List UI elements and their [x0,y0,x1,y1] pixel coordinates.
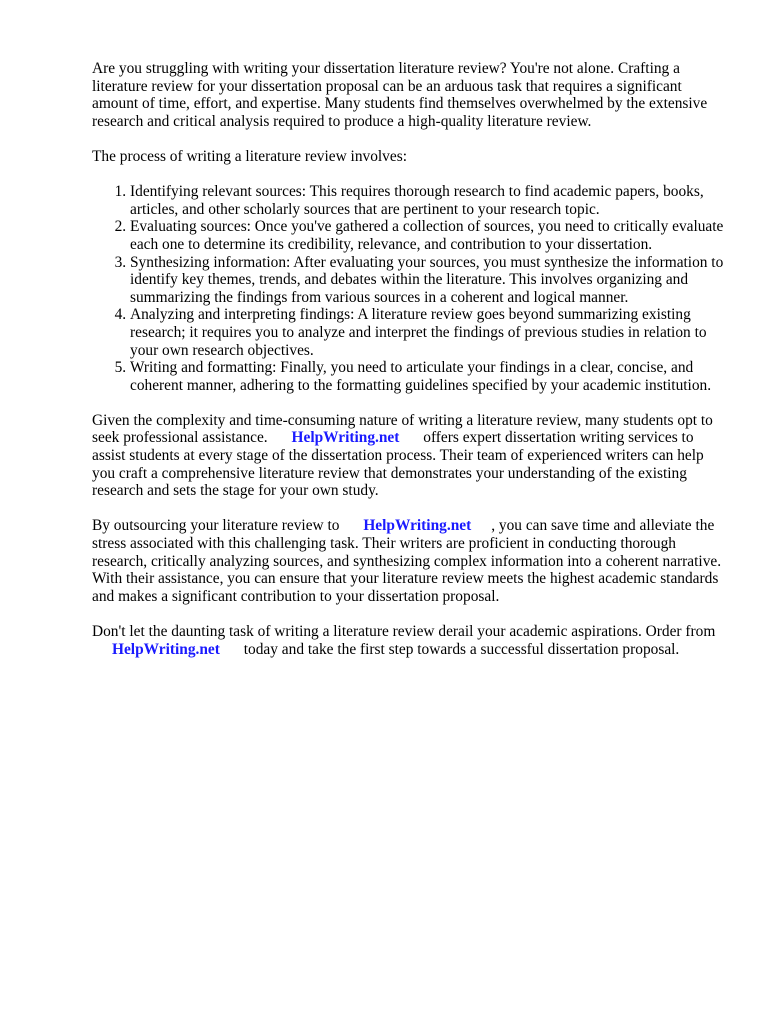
helpwriting-link[interactable]: HelpWriting.net [291,429,400,447]
list-item: 2. Evaluating sources: Once you've gathered a collection of sources, you need to critically evaluate each one to determine its credibility, relevance, and contribution to your dissertation. [130,218,728,253]
closing-paragraph [92,623,728,658]
list-item: 4. Analyzing and interpreting findings: A literature review goes beyond summarizing existing research; it requires you to analyze and interpret the findings of previous studies in relation to your own research objectives. [130,306,728,359]
document-body [92,60,728,676]
helpwriting-link[interactable]: HelpWriting.net [363,517,472,535]
list-item: 1. Identifying relevant sources: This requires thorough research to find academic papers, books, articles, and other scholarly sources that are pertinent to your research topic. [130,183,728,218]
outsourcing-text-start: By outsourcing your literature review to [92,517,340,535]
list-item: 3. Synthesizing information: After evaluating your sources, you must synthesize the information to identify key themes, trends, and debates within the literature. This involves organizing and summarizing the findings from various sources in a coherent and logical manner. [130,254,728,307]
assistance-text-end: offers expert dissertation writing services to assist students at every stage of the dissertation process. Their team of experienced writers can help you craft a comprehensive literature review that demonstrates your understanding of the existing research and sets the stage for your own study. [92,429,704,500]
process-list [92,183,728,394]
process-heading: The process of writing a literature review involves: [92,147,407,165]
assistance-text-start: Given the complexity and time-consuming nature of writing a literature review, many students opt to seek professional assistance. [92,411,713,447]
outsourcing-paragraph [92,517,728,605]
outsourcing-text-end: , you can save time and alleviate the stress associated with this challenging task. Their writers are proficient in conducting thorough research, critically analyzing sources, and synthesizing complex information into a coherent narrative. With their assistance, you can ensure that your literature review meets the highest academic standards and makes a significant contribution to your dissertation proposal. [92,517,722,605]
list-item: 5. Writing and formatting: Finally, you need to articulate your findings in a clear, concise, and coherent manner, adhering to the formatting guidelines specified by your academic institution. [130,359,728,394]
helpwriting-link[interactable]: HelpWriting.net [112,640,220,658]
closing-text-end: today and take the first step towards a successful dissertation proposal. [243,640,680,658]
intro-paragraph: Are you struggling with writing your dissertation literature review? You're not alone. Crafting a literature review for your dissertation proposal can be an arduous task that requires a significant amount of time, effort, and expertise. Many students find themselves overwhelmed by the extensive research and critical analysis required to produce a high-quality literature review. [92,60,708,130]
assistance-paragraph [92,412,728,500]
closing-text-start: Don't let the daunting task of writing a literature review derail your academic aspirations. Order from [92,623,716,640]
